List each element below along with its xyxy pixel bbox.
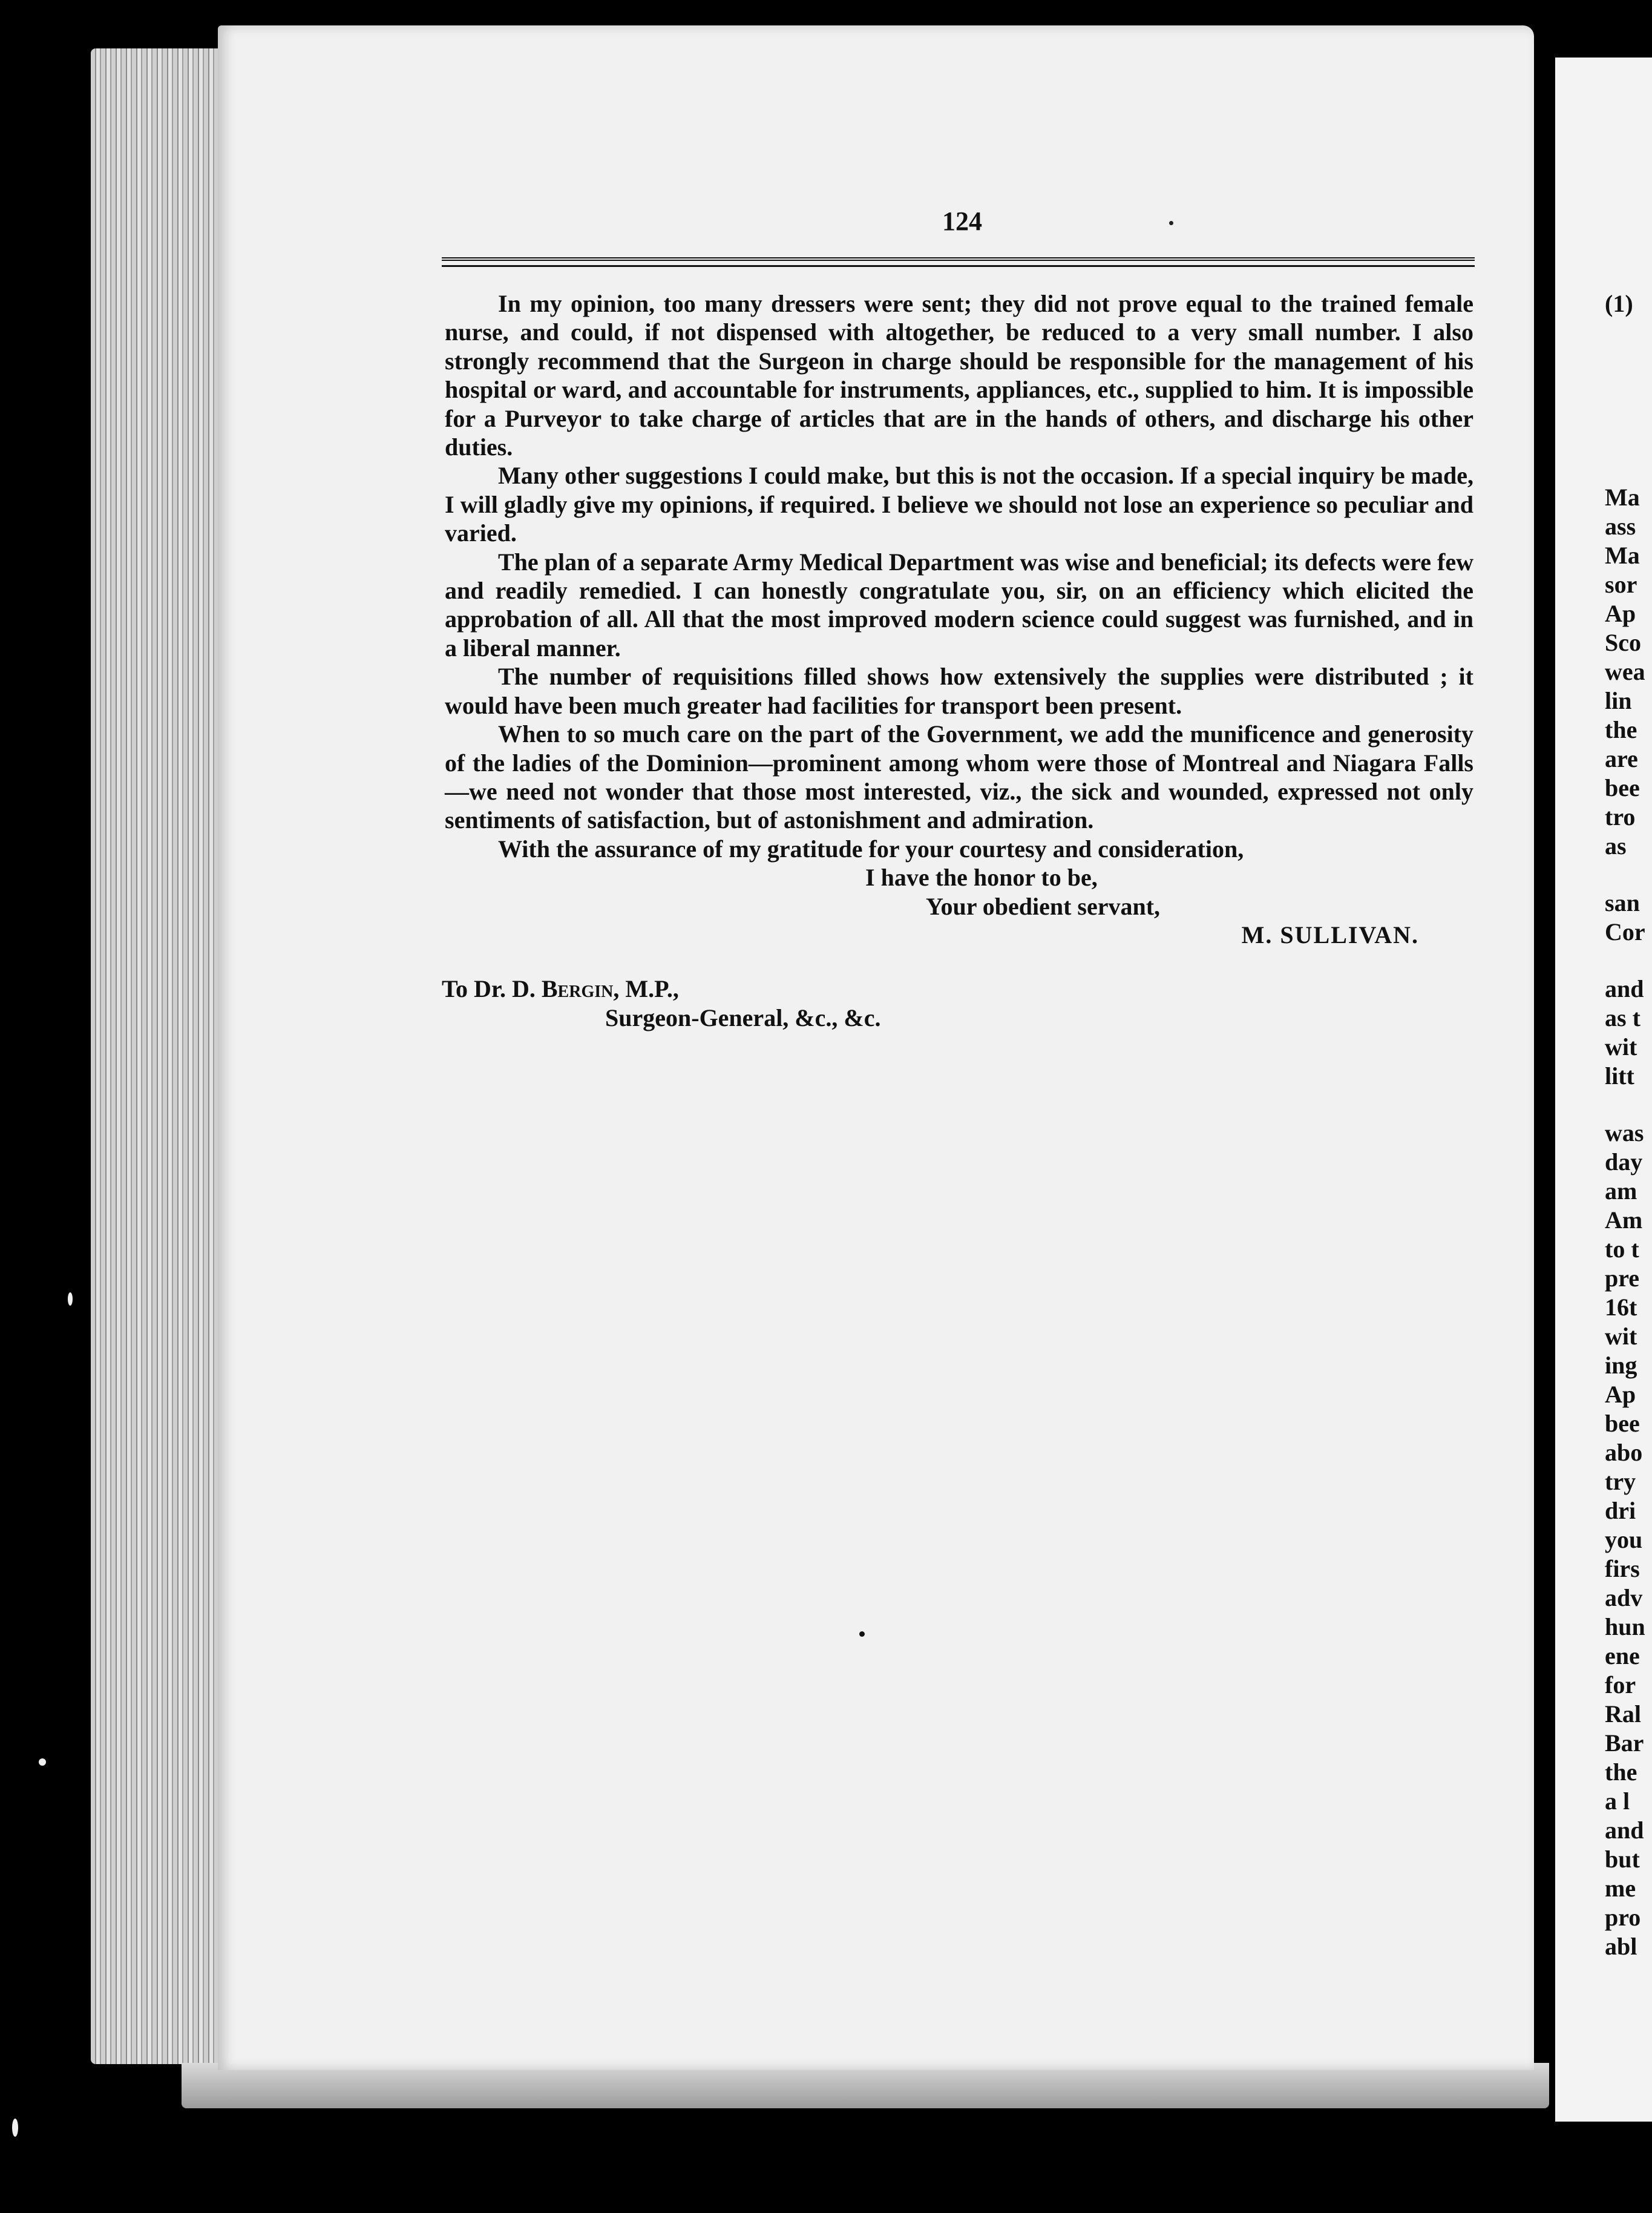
closing-line: I have the honor to be, [865,864,1098,892]
scan-speck [68,1292,73,1306]
paragraph: Many other suggestions I could make, but this is not the occasion. If a special inquiry be made, I will gladly give my opinions, if required. I believe we should not lose an experience so peculiar and varied. [445,462,1473,547]
ink-speck [1169,221,1173,225]
letter-body [445,289,1473,949]
adjacent-line: wit [1605,1323,1637,1350]
adjacent-line: Cor [1605,918,1645,945]
adjacent-line: Am [1605,1206,1643,1234]
adjacent-line: pre [1605,1264,1640,1292]
adjacent-line: was [1605,1119,1644,1146]
addressee-to: To Dr. D. [442,975,536,1002]
adjacent-line: Ap [1605,600,1636,627]
adjacent-line: hun [1605,1613,1645,1640]
adjacent-line: ene [1605,1642,1640,1669]
adjacent-line: a l [1605,1787,1630,1815]
addressee-title: Surgeon-General, &c., &c. [605,1004,881,1031]
adjacent-line: the [1605,1758,1637,1786]
adjacent-line: you [1605,1526,1643,1553]
adjacent-line: but [1605,1846,1640,1873]
adjacent-line: the [1605,716,1637,743]
closing-line: With the assurance of my gratitude for your courtesy and consideration, [498,835,1244,863]
signature: M. SULLIVAN. [1241,921,1419,949]
adjacent-line: san [1605,889,1640,916]
adjacent-page [1555,58,1652,2122]
page-edges [91,48,230,2064]
adjacent-line: and [1605,975,1644,1002]
adjacent-line: wea [1605,658,1645,685]
adjacent-line: Ma [1605,484,1640,511]
adjacent-line: lin [1605,687,1632,714]
adjacent-line: abl [1605,1933,1637,1960]
adjacent-line: ass [1605,513,1636,540]
adjacent-line: sor [1605,571,1637,598]
paragraph: The number of requisitions filled shows how extensively the supplies were distributed ; it would have been much greater had facilities for transport been present. [445,663,1473,719]
adjacent-line: Ral [1605,1700,1641,1728]
header-rule [442,257,1475,267]
scan-speck [12,2119,18,2137]
addressee-line [442,975,679,1004]
adjacent-line: bee [1605,1410,1640,1437]
adjacent-line: ing [1605,1352,1637,1379]
adjacent-line: and [1605,1817,1644,1844]
scan-speck [39,1758,46,1766]
adjacent-line: abo [1605,1439,1643,1466]
adjacent-line: Sco [1605,629,1641,656]
adjacent-line: am [1605,1177,1637,1205]
adjacent-line: to t [1605,1235,1639,1263]
adjacent-line: Ap [1605,1381,1636,1408]
adjacent-line: day [1605,1148,1643,1176]
adjacent-line: me [1605,1875,1636,1902]
adjacent-line: adv [1605,1584,1643,1611]
adjacent-line: firs [1605,1555,1640,1582]
adjacent-line: litt [1605,1062,1634,1090]
addressee-name: Bergin [541,975,614,1002]
page-number: 124 [942,206,982,236]
adjacent-line: as t [1605,1004,1641,1031]
adjacent-line: tro [1605,803,1636,830]
adjacent-line: bee [1605,774,1640,801]
adjacent-line: pro [1605,1904,1641,1931]
adjacent-line: try [1605,1468,1636,1495]
adjacent-line: as [1605,832,1627,860]
paragraph: The plan of a separate Army Medical Department was wise and beneficial; its defects were few and readily remedied. I can honestly congratulate you, sir, on an efficiency which elicited the approbation of all. All that the most improved modern science could suggest was furnished, and in a liberal manner. [445,548,1473,662]
adjacent-line: Bar [1605,1729,1644,1757]
paragraph: In my opinion, too many dressers were sent; they did not prove equal to the trained female nurse, and could, if not dispensed with altogether, be reduced to a very small number. I also strongly recommend that the Surgeon in charge should be responsible for the management of his hospital or ward, and accountable for instruments, appliances, etc., supplied to him. It is impossible for a Purveyor to take charge of articles that are in the hands of others, and discharge his other duties. [445,290,1473,461]
addressee-suffix: , M.P., [613,975,679,1002]
paragraph: When to so much care on the part of the Government, we add the munificence and generosity of the ladies of the Dominion—prominent among whom were those of Montreal and Niagara Falls—we need not wonder that those most interested, viz., the sick and wounded, expressed not only sentiments of satisfaction, but of astonishment and admiration. [445,720,1473,834]
adjacent-line: dri [1605,1497,1636,1524]
adjacent-line: (1) [1605,290,1633,317]
ink-speck [859,1631,865,1637]
adjacent-line: wit [1605,1033,1637,1060]
adjacent-line: 16t [1605,1294,1637,1321]
adjacent-line: for [1605,1671,1636,1698]
closing-line: Your obedient servant, [926,892,1161,920]
adjacent-line: Ma [1605,542,1640,569]
adjacent-line: are [1605,745,1638,772]
